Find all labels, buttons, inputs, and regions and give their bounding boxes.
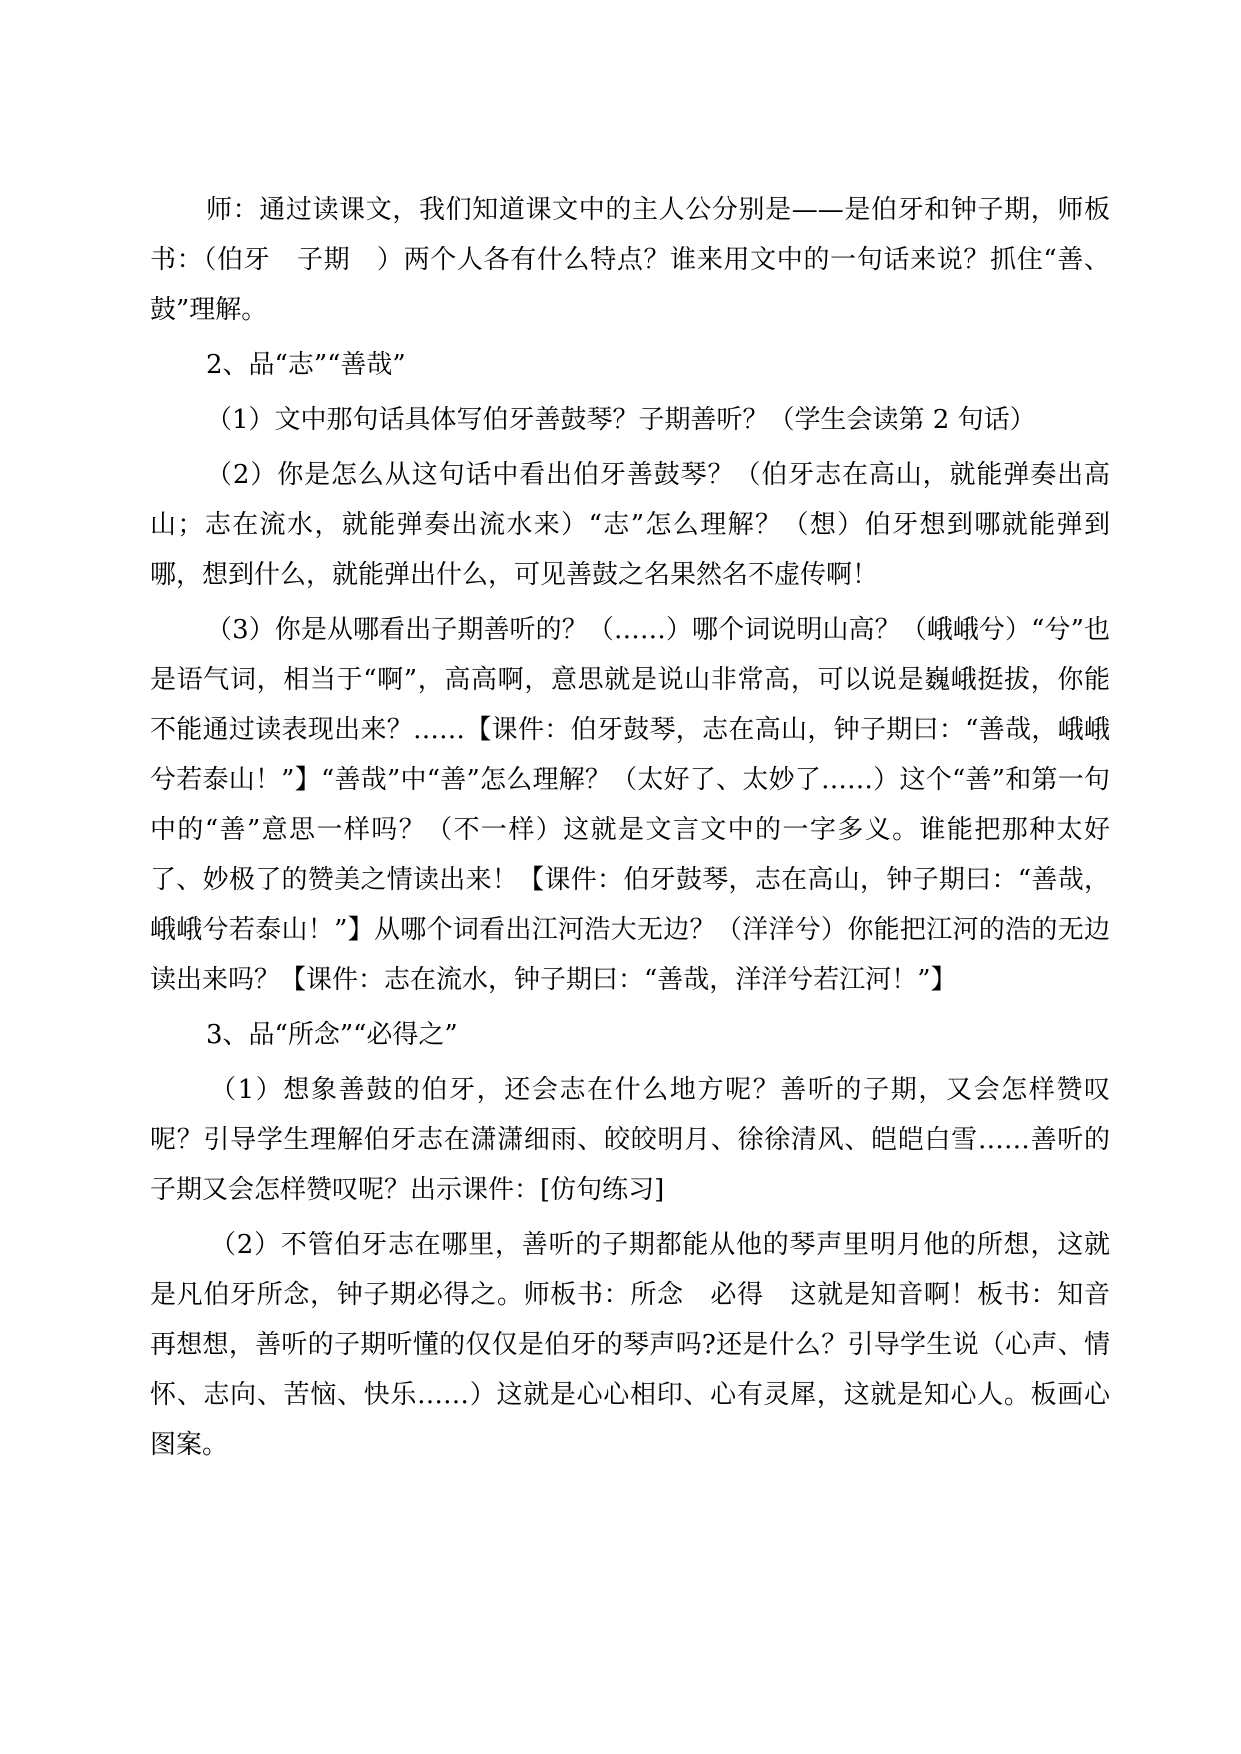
paragraph-intro: 师：通过读课文，我们知道课文中的主人公分别是——是伯牙和钟子期，师板书：（伯牙 子期 ）两个人各有什么特点？谁来用文中的一句话来说？抓住“善、鼓”理解。 bbox=[150, 195, 1110, 325]
section-heading-2: 2、品“志”“善哉” bbox=[206, 350, 406, 380]
paragraph-item-4: （1）想象善鼓的伯牙，还会志在什么地方呢？善听的子期，又会怎样赞叹呢？引导学生理解伯牙志在潇潇细雨、皎皎明月、徐徐清风、皑皑白雪……善听的子期又会怎样赞叹呢？出示课件：[仿句练习] bbox=[150, 1075, 1110, 1205]
document-page bbox=[150, 185, 1137, 1475]
paragraph-item-2: （2）你是怎么从这句话中看出伯牙善鼓琴？（伯牙志在高山，就能弹奏出高山；志在流水，就能弹奏出流水来）“志”怎么理解？（想）伯牙想到哪就能弹到哪，想到什么，就能弹出什么，可见善鼓之名果然名不虚传啊！ bbox=[150, 460, 1110, 590]
paragraph-item-1: （1）文中那句话具体写伯牙善鼓琴？子期善听？（学生会读第 2 句话） bbox=[206, 405, 1036, 435]
paragraph-item-5: （2）不管伯牙志在哪里，善听的子期都能从他的琴声里明月他的所想，这就是凡伯牙所念，钟子期必得之。师板书：所念 必得 这就是知音啊！板书：知音 再想想，善听的子期听懂的仅仅是伯牙的琴声吗?还是什么？引导学生说（心声、情怀、志向、苦恼、快乐……）这就是心心相印、心有灵犀，这就是知心人。板画心图案。 bbox=[150, 1230, 1137, 1460]
paragraph-item-3: （3）你是从哪看出子期善听的？（……）哪个词说明山高？（峨峨兮）“兮”也是语气词，相当于“啊”，高高啊，意思就是说山非常高，可以说是巍峨挺拔，你能不能通过读表现出来？……【课件：伯牙鼓琴，志在高山，钟子期曰：“善哉，峨峨兮若泰山！”】“善哉”中“善”怎么理解？（太好了、太妙了……）这个“善”和第一句中的“善”意思一样吗？（不一样）这就是文言文中的一字多义。谁能把那种太好了、妙极了的赞美之情读出来！【课件：伯牙鼓琴，志在高山，钟子期曰：“善哉，峨峨兮若泰山！”】从哪个词看出江河浩大无边？（洋洋兮）你能把江河的浩的无边读出来吗？【课件：志在流水，钟子期曰：“善哉，洋洋兮若江河！”】 bbox=[150, 615, 1110, 995]
section-heading-3: 3、品“所念”“必得之” bbox=[206, 1020, 458, 1050]
